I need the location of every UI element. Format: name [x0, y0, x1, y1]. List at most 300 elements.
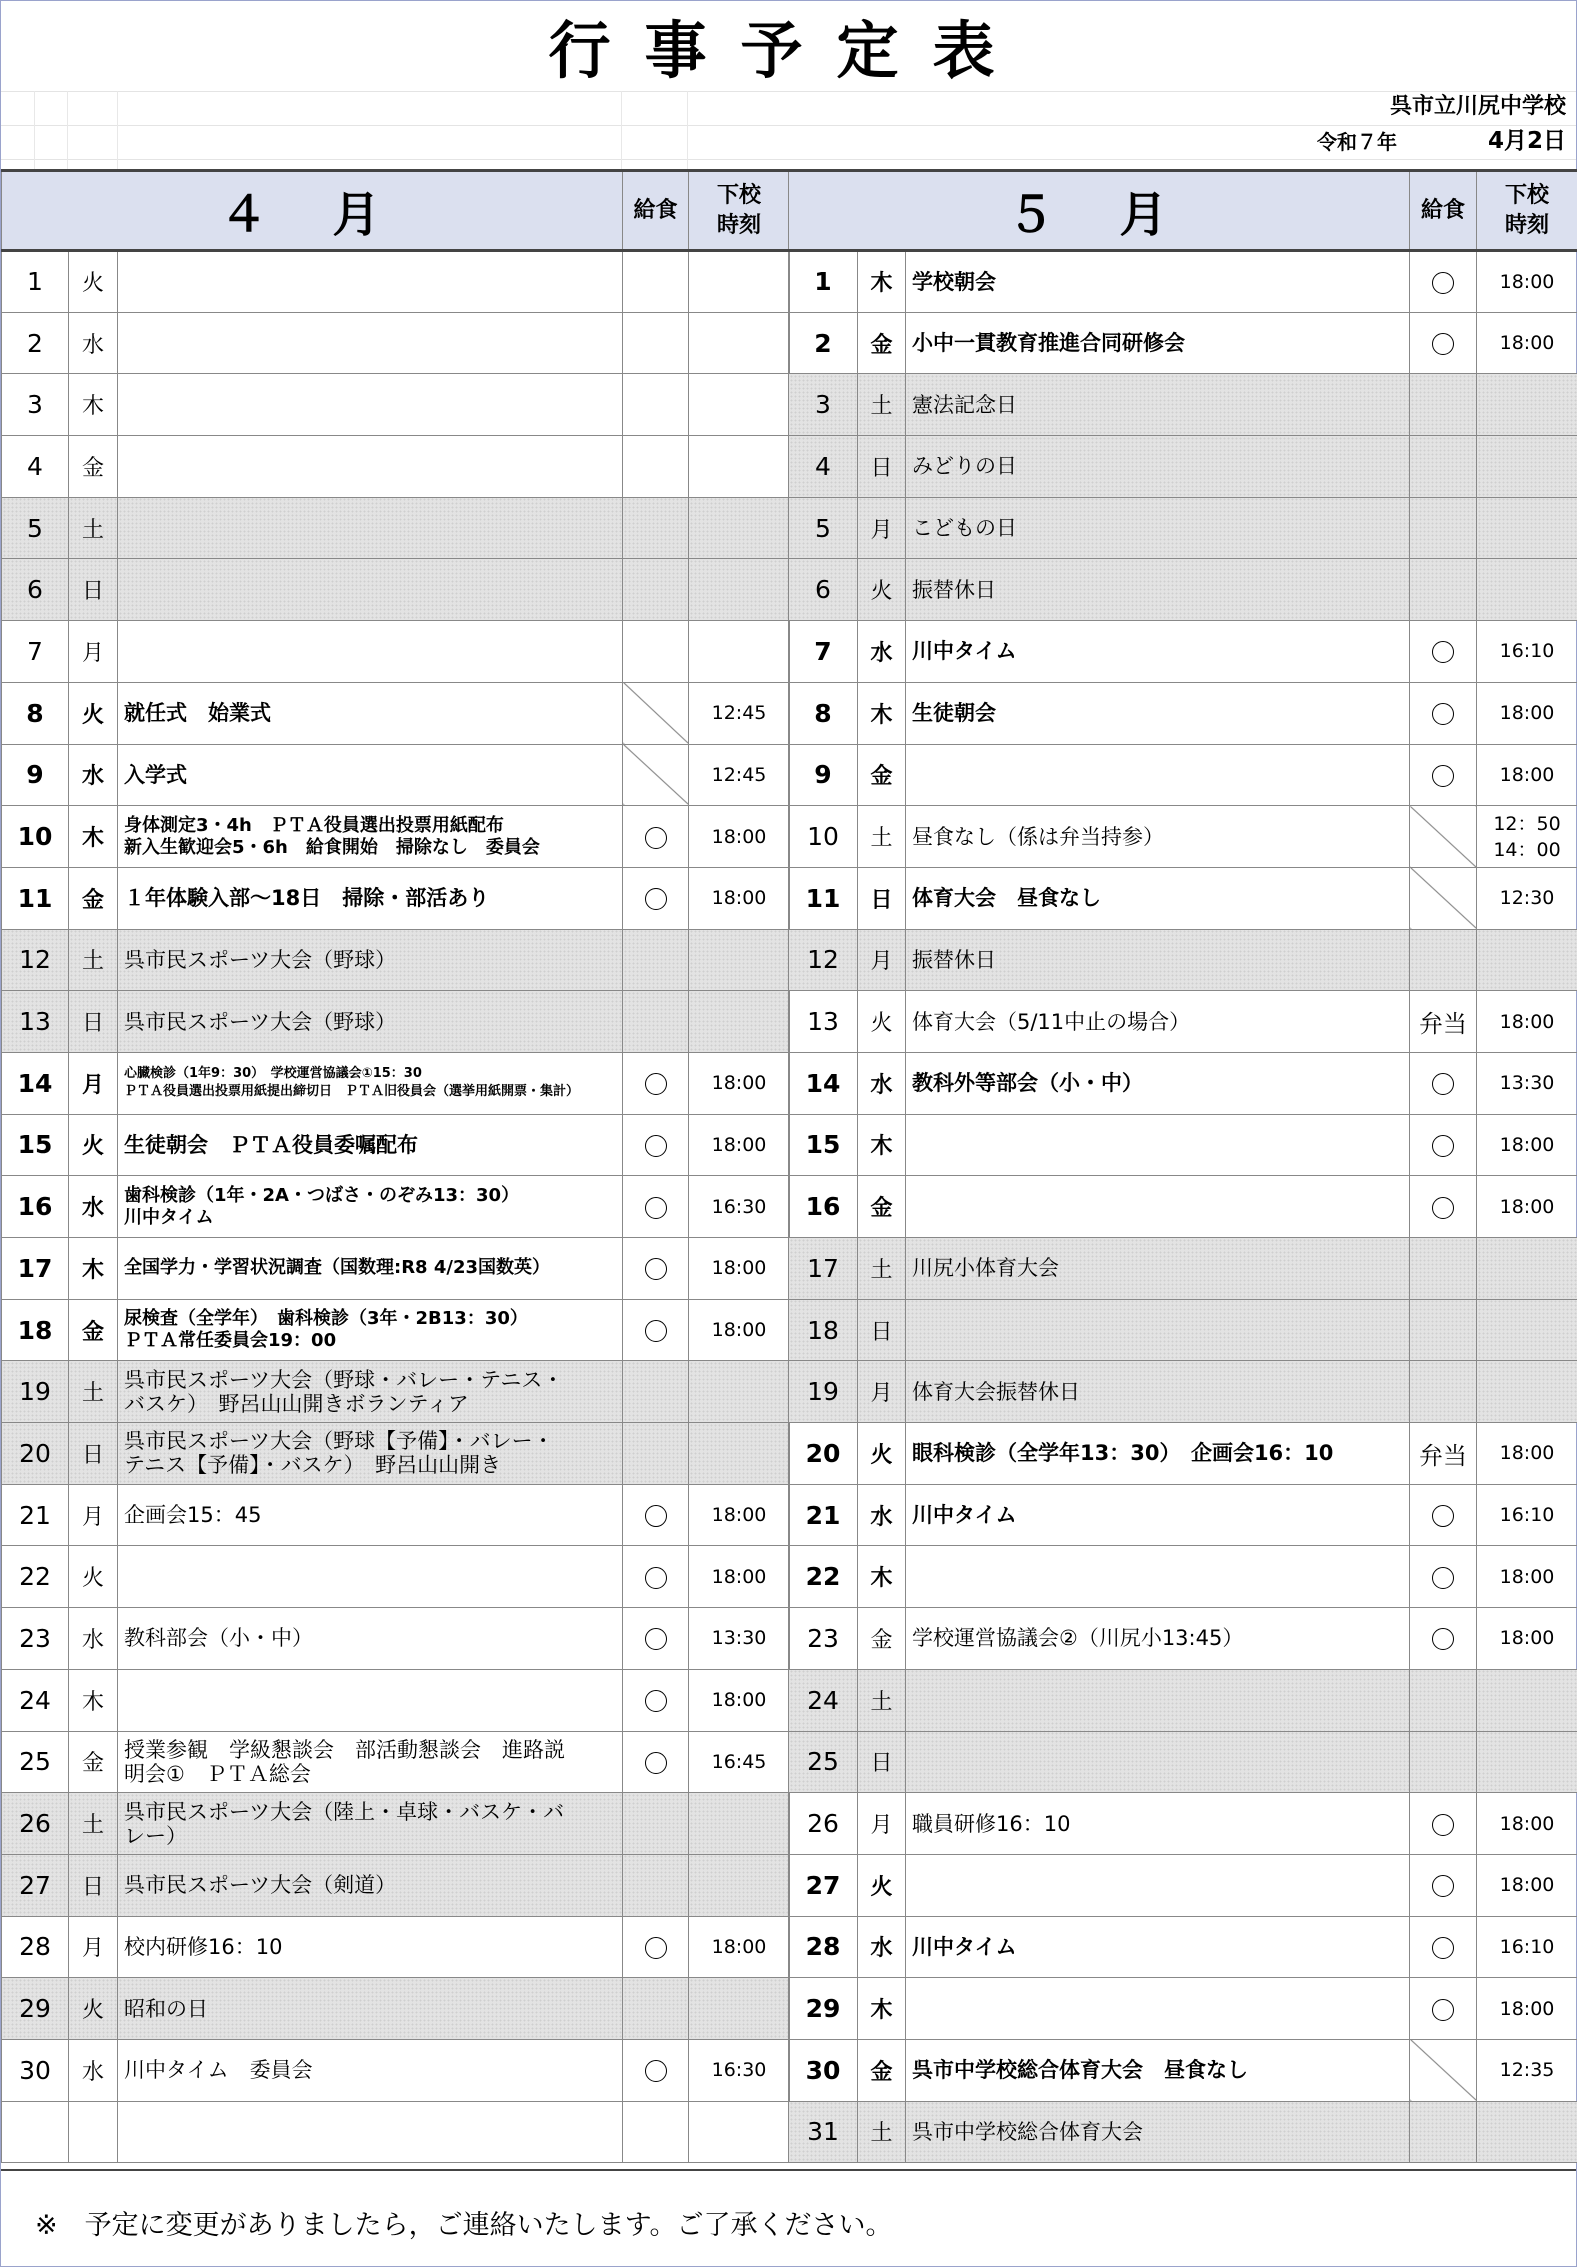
event-cell [118, 1423, 623, 1485]
kyushoku-cell [1410, 1669, 1477, 1731]
weekday: 日 [858, 1299, 906, 1361]
event-cell [906, 1608, 1410, 1670]
geko-time-cell [1477, 497, 1577, 559]
geko-time-cell [689, 2039, 790, 2101]
kyushoku-cell [1410, 1052, 1477, 1114]
calendar-row [789, 1361, 1577, 1423]
kyushoku-cell [1410, 867, 1477, 929]
kyushoku-cell [1410, 1176, 1477, 1238]
day-number: 10 [2, 806, 69, 868]
weekday: 土 [858, 374, 906, 436]
geko-time: 18:00 [1477, 1564, 1577, 1590]
event-cell [118, 559, 623, 621]
calendar-row [2, 991, 790, 1053]
calendar-row [2, 1669, 790, 1731]
geko-time-cell [1477, 2039, 1577, 2101]
weekday: 木 [69, 1238, 118, 1300]
kyushoku-cell [1410, 374, 1477, 436]
geko-time-cell [689, 1484, 790, 1546]
calendar-row [789, 1793, 1577, 1855]
may-geko-header-line2: 時刻 [1477, 211, 1577, 241]
event-cell [118, 1731, 623, 1793]
geko-time: 18:00 [1477, 700, 1577, 726]
kyushoku-cell [623, 1978, 689, 2040]
kyushoku-circle-icon [1432, 1135, 1454, 1157]
geko-time: 18:00 [689, 824, 789, 850]
geko-time: 18:00 [689, 1687, 789, 1713]
geko-time: 18:00 [689, 1934, 789, 1960]
calendar-row [789, 1052, 1577, 1114]
geko-time-cell [1477, 1978, 1577, 2040]
kyushoku-cell [1410, 559, 1477, 621]
event-line: 身体測定3・4h ＰＴＡ役員選出投票用紙配布 [124, 815, 622, 837]
geko-time-cell [1477, 1238, 1577, 1300]
day-number: 20 [789, 1423, 858, 1485]
event-line: 生徒朝会 [912, 701, 1409, 725]
calendar-row [789, 559, 1577, 621]
kyushoku-cell [623, 744, 689, 806]
event-line: 呉市民スポーツ大会（野球・バレー・テニス・ [124, 1368, 622, 1392]
event-cell [118, 251, 623, 313]
event-line: 昭和の日 [124, 1997, 622, 2021]
geko-time-cell [689, 1238, 790, 1300]
geko-time-cell [689, 1176, 790, 1238]
day-number: 21 [789, 1484, 858, 1546]
day-number: 26 [2, 1793, 69, 1855]
kyushoku-circle-icon [1432, 333, 1454, 355]
event-line: レー） [124, 1824, 622, 1848]
event-line: 校内研修16：10 [124, 1935, 622, 1959]
event-line: 体育大会 昼食なし [912, 886, 1409, 910]
event-cell [906, 806, 1410, 868]
kyushoku-cell [623, 1052, 689, 1114]
event-cell [906, 1978, 1410, 2040]
kyushoku-cell [623, 436, 689, 498]
event-cell [118, 1361, 623, 1423]
geko-time-cell [689, 1608, 790, 1670]
day-number: 29 [2, 1978, 69, 2040]
event-cell [906, 1669, 1410, 1731]
day-number: 5 [789, 497, 858, 559]
day-number: 6 [2, 559, 69, 621]
calendar-row [789, 1731, 1577, 1793]
geko-time: 18:00 [1477, 762, 1577, 788]
calendar-row [789, 806, 1577, 868]
kyushoku-cell [623, 1238, 689, 1300]
event-cell [906, 559, 1410, 621]
geko-time-cell [689, 1916, 790, 1978]
calendar-row [789, 251, 1577, 313]
kyushoku-cell [623, 312, 689, 374]
day-number: 12 [789, 929, 858, 991]
kyushoku-cell [623, 1731, 689, 1793]
day-number: 18 [789, 1299, 858, 1361]
geko-time: 18:00 [689, 1317, 789, 1343]
april-kyushoku-header: 給食 [623, 171, 689, 251]
kyushoku-cell [623, 682, 689, 744]
weekday: 月 [858, 497, 906, 559]
event-cell [118, 806, 623, 868]
day-number: 3 [789, 374, 858, 436]
calendar-row [789, 1484, 1577, 1546]
kyushoku-cell [623, 991, 689, 1053]
day-number: 19 [789, 1361, 858, 1423]
event-cell [118, 1669, 623, 1731]
kyushoku-cell [1410, 1854, 1477, 1916]
kyushoku-circle-icon [1432, 1875, 1454, 1897]
kyushoku-cell [1410, 2039, 1477, 2101]
kyushoku-cell [1410, 1731, 1477, 1793]
day-number: 22 [789, 1546, 858, 1608]
day-number: 29 [789, 1978, 858, 2040]
geko-time-cell [1477, 559, 1577, 621]
event-cell [118, 1052, 623, 1114]
weekday: 木 [858, 251, 906, 313]
geko-time-cell [1477, 1114, 1577, 1176]
day-number: 15 [789, 1114, 858, 1176]
geko-time: 18:00 [1477, 330, 1577, 356]
weekday: 水 [69, 744, 118, 806]
kyushoku-cell [1410, 251, 1477, 313]
kyushoku-cell [623, 1176, 689, 1238]
weekday: 月 [69, 1484, 118, 1546]
weekday: 火 [858, 1854, 906, 1916]
calendar-row [2, 1114, 790, 1176]
day-number: 2 [789, 312, 858, 374]
date-era: 令和７年 [1317, 126, 1397, 158]
calendar-row [789, 436, 1577, 498]
kyushoku-circle-icon [1432, 272, 1454, 294]
kyushoku-cell [623, 1669, 689, 1731]
geko-time-cell [689, 1793, 790, 1855]
calendar-row [789, 1114, 1577, 1176]
kyushoku-cell [623, 1608, 689, 1670]
event-cell [906, 2101, 1410, 2163]
weekday: 日 [858, 436, 906, 498]
day-number: 16 [789, 1176, 858, 1238]
geko-time-cell [1477, 1608, 1577, 1670]
event-cell [906, 251, 1410, 313]
kyushoku-circle-icon [1432, 1999, 1454, 2021]
weekday: 火 [69, 1978, 118, 2040]
day-number: 14 [2, 1052, 69, 1114]
event-cell [118, 374, 623, 436]
event-line: 教科外等部会（小・中） [912, 1071, 1409, 1095]
weekday: 木 [858, 682, 906, 744]
weekday: 木 [69, 374, 118, 436]
kyushoku-cell [623, 374, 689, 436]
geko-time-cell [1477, 2101, 1577, 2163]
kyushoku-cell [1410, 312, 1477, 374]
event-cell [906, 1299, 1410, 1361]
weekday: 土 [69, 1793, 118, 1855]
kyushoku-circle-icon [645, 1567, 667, 1589]
geko-time: 18:00 [689, 1502, 789, 1528]
calendar-row [2, 1978, 790, 2040]
kyushoku-cell [1410, 2101, 1477, 2163]
event-cell [906, 1546, 1410, 1608]
event-line: 昼食なし（係は弁当持参） [912, 825, 1409, 849]
geko-time: 18:00 [1477, 1625, 1577, 1651]
kyushoku-cell [623, 1423, 689, 1485]
weekday: 水 [858, 1916, 906, 1978]
weekday: 火 [69, 1546, 118, 1608]
school-name: 呉市立川尻中学校 [1390, 91, 1566, 123]
day-number [2, 2101, 69, 2163]
event-cell [118, 929, 623, 991]
date-month-day: 4月2日 [1488, 125, 1566, 157]
calendar-row [2, 1423, 790, 1485]
calendar-row [789, 374, 1577, 436]
geko-time-cell [1477, 1669, 1577, 1731]
event-line: 授業参観 学級懇談会 部活動懇談会 進路説 [124, 1738, 622, 1762]
event-line: 体育大会（5/11中止の場合） [912, 1010, 1409, 1034]
calendar-row [789, 312, 1577, 374]
weekday: 日 [69, 559, 118, 621]
weekday: 金 [69, 867, 118, 929]
kyushoku-cell [1410, 1916, 1477, 1978]
kyushoku-circle-icon [1432, 1937, 1454, 1959]
geko-time-cell [1477, 806, 1577, 868]
geko-time-cell [689, 1052, 790, 1114]
day-number: 7 [789, 621, 858, 683]
calendar-row [789, 2039, 1577, 2101]
day-number: 8 [789, 682, 858, 744]
weekday: 月 [858, 1793, 906, 1855]
calendar-row [2, 1731, 790, 1793]
kyushoku-cell [623, 2039, 689, 2101]
event-line: 振替休日 [912, 578, 1409, 602]
day-number: 17 [789, 1238, 858, 1300]
kyushoku-cell [623, 1299, 689, 1361]
kyushoku-circle-icon [1432, 765, 1454, 787]
kyushoku-cell [1410, 497, 1477, 559]
geko-time-cell [689, 929, 790, 991]
geko-time: 14：00 [1477, 837, 1577, 863]
geko-time-cell [1477, 436, 1577, 498]
geko-time-cell [1477, 1854, 1577, 1916]
calendar-row [789, 497, 1577, 559]
kyushoku-circle-icon [1432, 703, 1454, 725]
kyushoku-circle-icon [1432, 1628, 1454, 1650]
event-cell [906, 1484, 1410, 1546]
geko-time: 16:10 [1477, 1934, 1577, 1960]
geko-time: 18:00 [1477, 1440, 1577, 1466]
event-cell [906, 1361, 1410, 1423]
event-cell [118, 2039, 623, 2101]
day-number: 23 [789, 1608, 858, 1670]
april-geko-header-line2: 時刻 [689, 211, 789, 241]
event-line: 歯科検診（1年・2A・つばさ・のぞみ13：30） [124, 1185, 622, 1207]
kyushoku-cell [623, 251, 689, 313]
calendar-row [2, 1608, 790, 1670]
geko-time-cell [689, 1361, 790, 1423]
event-cell [906, 436, 1410, 498]
event-line: 川中タイム [912, 639, 1409, 663]
geko-time: 18:00 [1477, 1132, 1577, 1158]
event-cell [118, 312, 623, 374]
event-line: テニス【予備】・バスケ） 野呂山山開き [124, 1453, 622, 1477]
day-number: 13 [789, 991, 858, 1053]
geko-time: 18:00 [1477, 269, 1577, 295]
event-line: 呉市民スポーツ大会（野球） [124, 1010, 622, 1034]
event-cell [118, 1546, 623, 1608]
geko-time-cell [689, 497, 790, 559]
calendar-row [2, 251, 790, 313]
weekday: 火 [69, 1114, 118, 1176]
kyushoku-cell [623, 621, 689, 683]
kyushoku-cell [1410, 806, 1477, 868]
weekday: 月 [69, 1916, 118, 1978]
event-cell [906, 1793, 1410, 1855]
weekday: 土 [858, 1669, 906, 1731]
geko-time: 16:10 [1477, 638, 1577, 664]
day-number: 9 [2, 744, 69, 806]
calendar-row [789, 1546, 1577, 1608]
day-number: 14 [789, 1052, 858, 1114]
geko-time: 13:30 [689, 1625, 789, 1651]
weekday: 火 [69, 682, 118, 744]
geko-time: 16:30 [689, 2057, 789, 2083]
day-number: 13 [2, 991, 69, 1053]
day-number: 27 [2, 1854, 69, 1916]
event-cell [906, 744, 1410, 806]
kyushoku-cell [1410, 621, 1477, 683]
event-cell [118, 1854, 623, 1916]
calendar-row [789, 1176, 1577, 1238]
event-cell [906, 867, 1410, 929]
geko-time-cell [689, 1423, 790, 1485]
kyushoku-circle-icon [645, 1258, 667, 1280]
weekday: 土 [69, 929, 118, 991]
day-number: 28 [2, 1916, 69, 1978]
calendar-row [2, 374, 790, 436]
calendar-row [2, 1546, 790, 1608]
geko-time-cell [689, 806, 790, 868]
event-cell [906, 312, 1410, 374]
kyushoku-cell [1410, 1793, 1477, 1855]
calendar-row [2, 1484, 790, 1546]
weekday: 木 [858, 1114, 906, 1176]
event-line: １年体験入部～18日 掃除・部活あり [124, 886, 622, 910]
calendar-row [2, 1299, 790, 1361]
weekday: 金 [858, 2039, 906, 2101]
kyushoku-circle-icon [1432, 1505, 1454, 1527]
kyushoku-cell [623, 1361, 689, 1423]
geko-time: 18:00 [689, 1132, 789, 1158]
geko-time-cell [1477, 744, 1577, 806]
weekday: 水 [69, 1176, 118, 1238]
event-cell [906, 497, 1410, 559]
geko-time-cell [1477, 251, 1577, 313]
event-line: 小中一貫教育推進合同研修会 [912, 331, 1409, 355]
calendar-row [2, 1854, 790, 1916]
kyushoku-circle-icon [645, 1135, 667, 1157]
event-line: 新入生歓迎会5・6h 給食開始 掃除なし 委員会 [124, 837, 622, 859]
day-number: 12 [2, 929, 69, 991]
day-number: 7 [2, 621, 69, 683]
day-number: 6 [789, 559, 858, 621]
day-number: 25 [2, 1731, 69, 1793]
calendar-row [2, 806, 790, 868]
event-line: 呉市中学校総合体育大会 [912, 2120, 1409, 2144]
april-geko-header [689, 171, 790, 251]
weekday: 日 [858, 867, 906, 929]
event-cell [906, 682, 1410, 744]
day-number: 20 [2, 1423, 69, 1485]
event-cell [118, 1484, 623, 1546]
kyushoku-cell [623, 1546, 689, 1608]
event-line: 呉市民スポーツ大会（野球【予備】・バレー・ [124, 1429, 622, 1453]
geko-time-cell [1477, 1052, 1577, 1114]
kyushoku-cell: 弁当 [1410, 1423, 1477, 1485]
calendar-row [789, 1669, 1577, 1731]
event-cell [118, 744, 623, 806]
calendar-row [2, 929, 790, 991]
event-line: 体育大会振替休日 [912, 1380, 1409, 1404]
geko-time: 12:45 [689, 762, 789, 788]
april-geko-header-line1: 下校 [689, 181, 789, 211]
kyushoku-circle-icon [645, 2060, 667, 2082]
event-cell [118, 1793, 623, 1855]
day-number: 30 [2, 2039, 69, 2101]
day-number: 24 [789, 1669, 858, 1731]
day-number: 26 [789, 1793, 858, 1855]
day-number: 10 [789, 806, 858, 868]
weekday: 日 [858, 1731, 906, 1793]
kyushoku-cell [1410, 682, 1477, 744]
weekday: 土 [69, 497, 118, 559]
day-number: 4 [789, 436, 858, 498]
kyushoku-cell [1410, 1114, 1477, 1176]
event-line: 学校朝会 [912, 270, 1409, 294]
kyushoku-cell [623, 806, 689, 868]
day-number: 18 [2, 1299, 69, 1361]
weekday: 水 [69, 2039, 118, 2101]
kyushoku-cell [1410, 1546, 1477, 1608]
geko-time: 12：50 [1477, 811, 1577, 837]
kyushoku-cell [1410, 1361, 1477, 1423]
geko-time-cell [689, 1978, 790, 2040]
weekday: 水 [69, 312, 118, 374]
page-title: 行事予定表 [1, 1, 1576, 91]
geko-time-cell [1477, 929, 1577, 991]
day-number: 9 [789, 744, 858, 806]
geko-time-cell [1477, 621, 1577, 683]
may-table [788, 169, 1577, 2163]
weekday: 金 [858, 744, 906, 806]
calendar-row [2, 559, 790, 621]
calendar-row [789, 991, 1577, 1053]
geko-time-cell [1477, 374, 1577, 436]
event-line: 入学式 [124, 763, 622, 787]
event-cell [118, 436, 623, 498]
kyushoku-circle-icon [1432, 1073, 1454, 1095]
weekday: 火 [69, 251, 118, 313]
geko-time-cell [1477, 867, 1577, 929]
weekday: 金 [858, 312, 906, 374]
geko-time-cell [689, 312, 790, 374]
may-header-row [789, 171, 1577, 251]
geko-time-cell [689, 1114, 790, 1176]
kyushoku-cell [623, 1484, 689, 1546]
day-number: 30 [789, 2039, 858, 2101]
kyushoku-cell [623, 1793, 689, 1855]
geko-time-cell [689, 559, 790, 621]
weekday: 木 [858, 1978, 906, 2040]
kyushoku-cell [1410, 1238, 1477, 1300]
weekday: 金 [69, 1731, 118, 1793]
